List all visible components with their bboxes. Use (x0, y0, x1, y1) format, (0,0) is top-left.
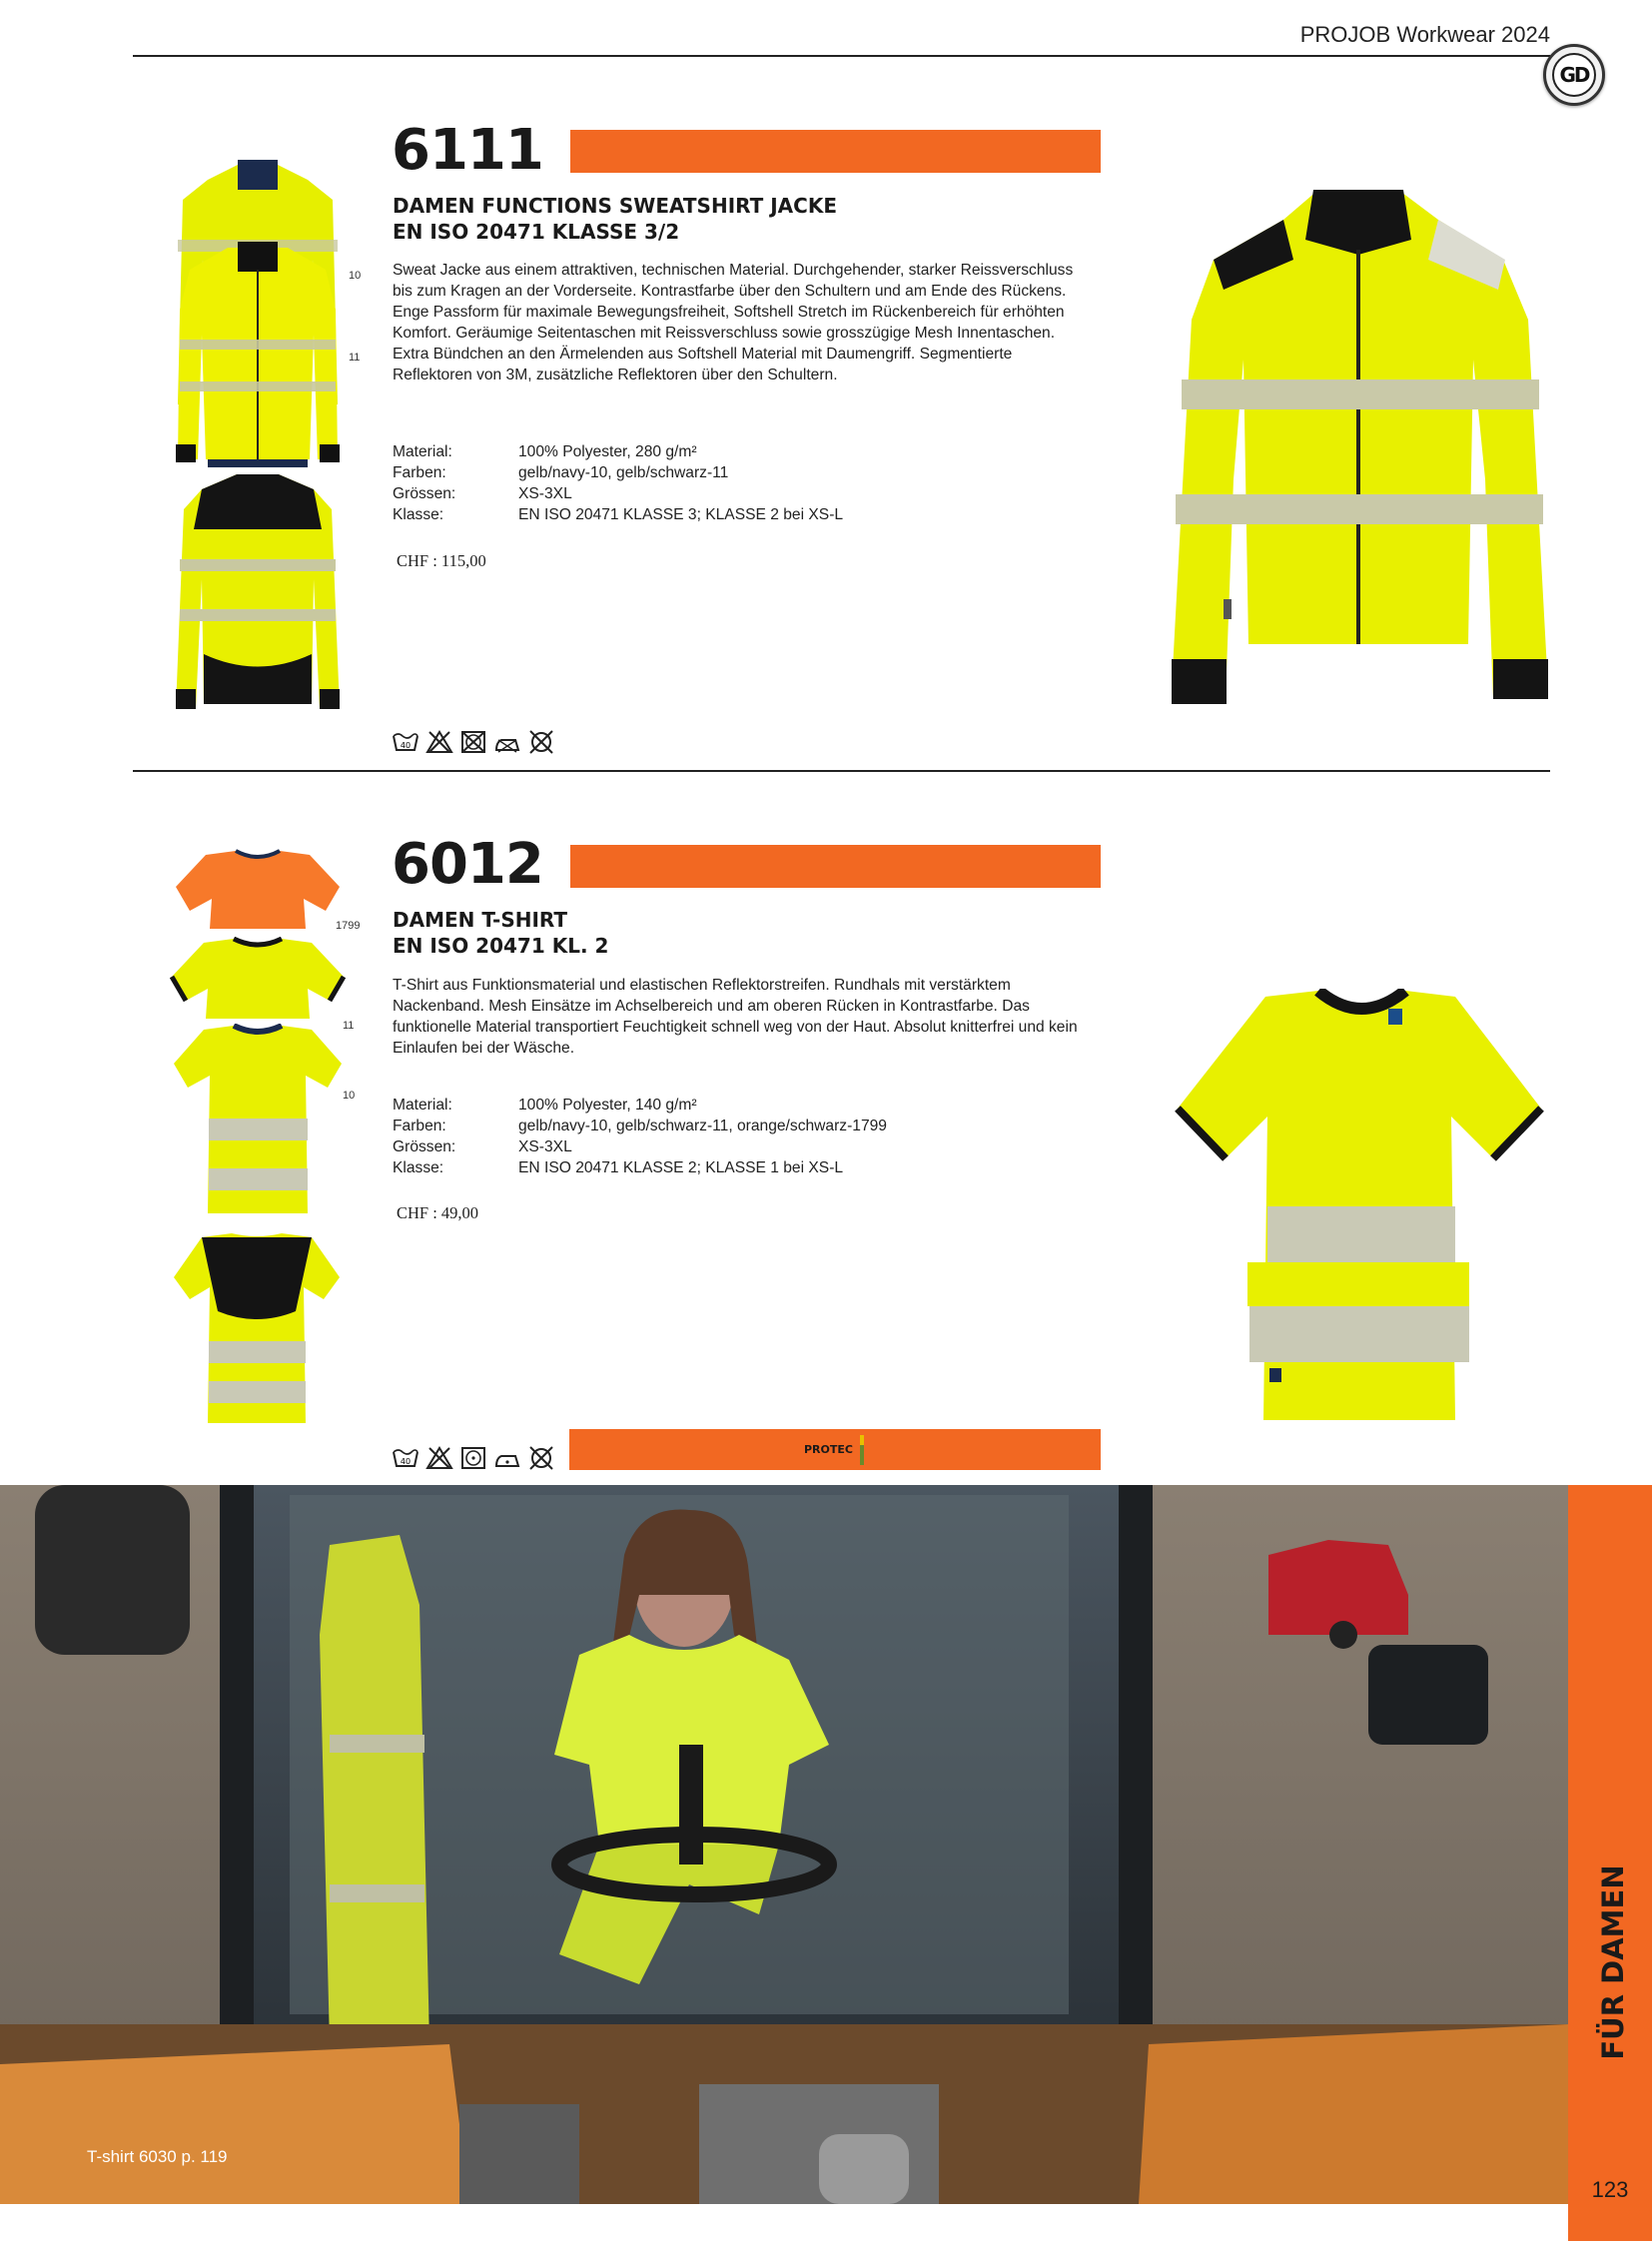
product-name-line2: EN ISO 20471 KLASSE 3/2 (393, 220, 680, 244)
product-price: CHF : 115,00 (397, 551, 486, 570)
header-rule (133, 55, 1550, 57)
lifestyle-photo (0, 1485, 1568, 2204)
no-bleach-icon (425, 1446, 453, 1470)
accent-bar (570, 130, 1101, 173)
protec-flame-icon (858, 1433, 866, 1467)
spec-row-class: Klasse: EN ISO 20471 KLASSE 2; KLASSE 1 bei XS-L (393, 1159, 844, 1176)
color-code-11: 11 (343, 1020, 355, 1032)
photo-scene (0, 1485, 1568, 2204)
spec-row-sizes: Grössen: XS-3XL (393, 1138, 572, 1155)
product-specs (393, 1095, 887, 1178)
no-dry-clean-icon (527, 1446, 555, 1470)
color-code-10: 10 (343, 1090, 356, 1102)
spec-row-material: Material: 100% Polyester, 140 g/m² (393, 1097, 697, 1114)
spec-row-class: Klasse: EN ISO 20471 KLASSE 3; KLASSE 2 bei XS-L (393, 506, 844, 523)
product-name-line1: DAMEN T-SHIRT (393, 908, 568, 932)
product-description: T-Shirt aus Funktionsmaterial und elastischen Reflektorstreifen. Rundhals mit verstärktem Nackenband. Mesh Einsätze im Achselbereich und am oberen Rücken in Kontrastfarbe. Das funktionelle Material transportiert Feuchtigkeit schnell weg von der Haut. Absolut knitterfrei und kein Einlaufen bei der Wäsche. (393, 977, 1078, 1057)
catalog-title: PROJOB Workwear 2024 (1299, 22, 1550, 47)
section-tab-label: FÜR DAMEN (1596, 1865, 1630, 2060)
section-divider (133, 770, 1550, 772)
section-tab (1568, 1485, 1652, 2241)
spec-row-colors: Farben: gelb/navy-10, gelb/schwarz-11 (393, 464, 729, 481)
iron-low-icon (493, 730, 521, 754)
product-specs (393, 441, 843, 525)
spec-row-material: Material: 100% Polyester, 280 g/m² (393, 443, 697, 460)
tshirt-yellow-black-thumbnail (170, 937, 346, 1019)
product-name (393, 193, 837, 245)
product-description: Sweat Jacke aus einem attraktiven, technischen Material. Durchgehender, starker Reissverschluss bis zum Kragen an der Vorderseite. Kontrastfarbe über den Schultern und am Ende des Rückens. Enge Passform für maximale Bewegungsfreiheit, Softshell Stretch im Rückenbereich für erhöhten Komfort. Geräumige Seitentaschen mit Reissverschluss sowie grosszügige Mesh Innentaschen. Extra Bündchen an den Ärmelenden aus Softshell Material mit Daumengriff. Segmentierte Reflektoren von 3M, zusätzliche Reflektoren über den Schultern. (393, 262, 1074, 383)
wash-40-icon (392, 1446, 419, 1470)
jacket-main-image (1164, 180, 1555, 724)
color-code-1799: 1799 (336, 920, 361, 932)
brand-logo (1543, 44, 1605, 106)
jacket-front-thumbnail (168, 160, 348, 469)
protec-label: PROTEC (804, 1443, 853, 1456)
product-name-line2: EN ISO 20471 KL. 2 (393, 934, 609, 958)
svg-text:40: 40 (400, 1457, 412, 1466)
tshirt-yellow-navy-thumbnail (172, 1024, 344, 1213)
jacket-back-thumbnail (172, 469, 344, 719)
product-code: 6012 (392, 832, 543, 897)
tshirt-back-thumbnail (172, 1231, 342, 1426)
wash-40-icon (392, 730, 419, 754)
no-tumble-dry-icon (459, 730, 487, 754)
spec-row-sizes: Grössen: XS-3XL (393, 485, 572, 502)
product-code: 6111 (392, 118, 543, 183)
tshirt-main-image (1174, 989, 1545, 1423)
svg-text:40: 40 (400, 741, 412, 750)
spec-row-colors: Farben: gelb/navy-10, gelb/schwarz-11, orange/schwarz-1799 (393, 1118, 887, 1134)
product-name-line1: DAMEN FUNCTIONS SWEATSHIRT JACKE (393, 194, 837, 218)
product-price: CHF : 49,00 (397, 1203, 479, 1222)
product-name (393, 907, 608, 959)
photo-caption: T-shirt 6030 p. 119 (87, 2147, 228, 2166)
tshirt-orange-thumbnail (176, 849, 340, 929)
color-code-11: 11 (349, 352, 361, 364)
page-number: 123 (1591, 2177, 1629, 2202)
accent-bar (570, 845, 1101, 888)
tumble-dry-low-icon (459, 1446, 487, 1470)
no-dry-clean-icon (527, 730, 555, 754)
care-symbols (392, 1446, 555, 1470)
protec-badge (569, 1429, 1101, 1470)
care-symbols (392, 730, 555, 754)
logo-mark: GD (1552, 53, 1596, 97)
iron-low-icon (493, 1446, 521, 1470)
color-code-10: 10 (349, 270, 362, 282)
no-bleach-icon (425, 730, 453, 754)
